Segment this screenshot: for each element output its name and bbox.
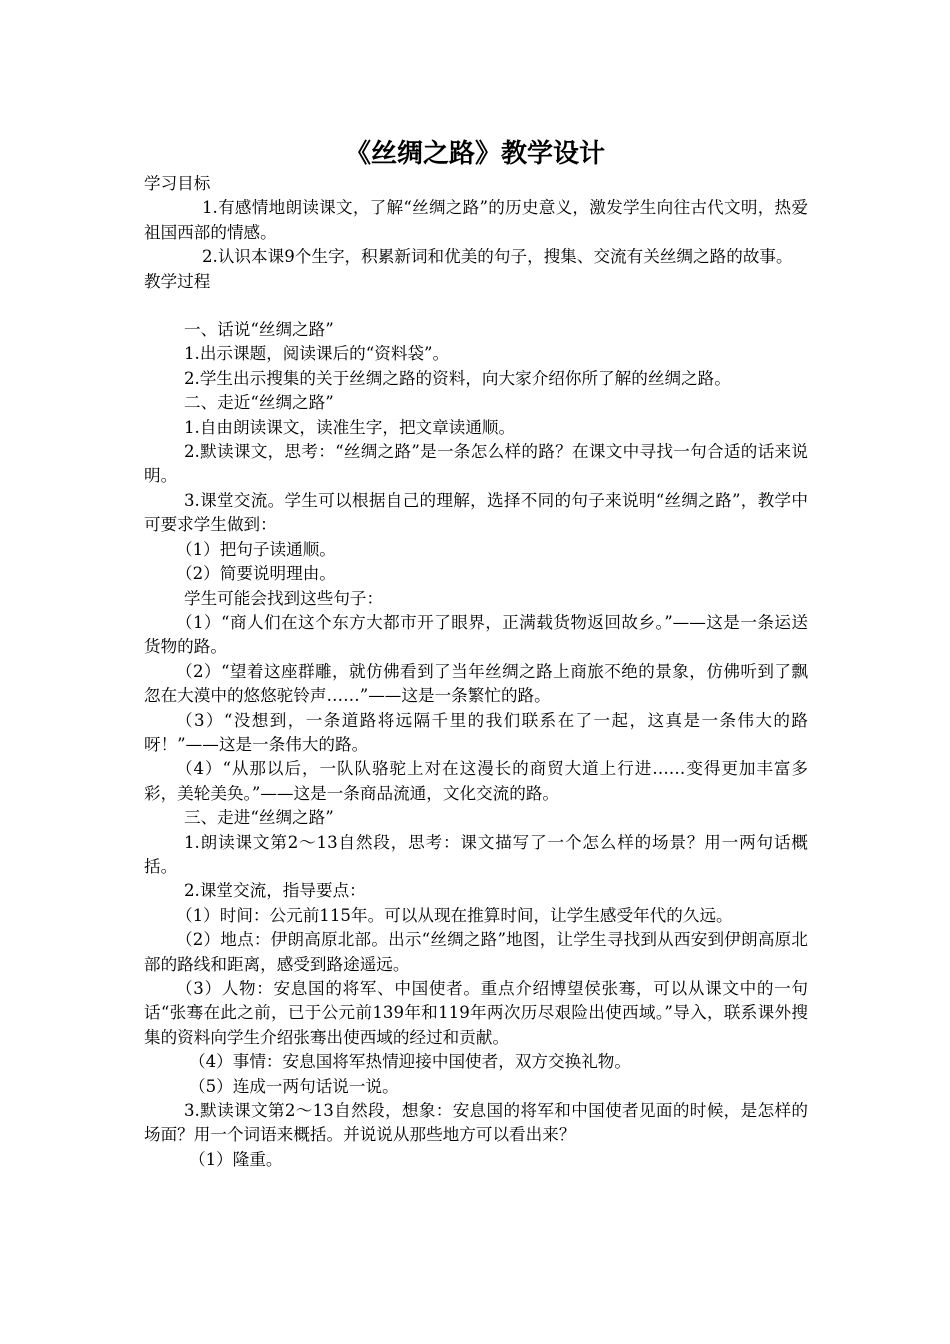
paragraph: 3.课堂交流。学生可以根据自己的理解，选择不同的句子来说明“丝绸之路”，教学中可要求学生做到： bbox=[144, 490, 808, 535]
blank-line bbox=[144, 294, 808, 318]
list-item: （1）时间：公元前115年。可以从现在推算时间，让学生感受年代的久远。 bbox=[176, 905, 733, 925]
paragraph: 2.学生出示搜集的关于丝绸之路的资料，向大家介绍你所了解的丝绸之路。 bbox=[184, 368, 731, 388]
list-item: （3）人物：安息国的将军、中国使者。重点介绍博望侯张骞，可以从课文中的一句话“张骞在此之前，已于公元前139年和119年两次历尽艰险出使西域。”导入，联系课外搜集的资料向学生介绍张骞出使西域的经过和贡献。 bbox=[144, 979, 808, 1047]
list-item: （2）简要说明理由。 bbox=[176, 564, 336, 584]
paragraph: 3.默读课文第2～13自然段，想象：安息国的将军和中国使者见面的时候，是怎样的场面？用一个词语来概括。并说说从那些地方可以看出来？ bbox=[144, 1101, 808, 1145]
paragraph: 1.出示课题，阅读课后的“资料袋”。 bbox=[184, 344, 450, 364]
list-item: （5）连成一两句话说一说。 bbox=[189, 1076, 399, 1096]
paragraph: 2.默读课文，思考：“丝绸之路”是一条怎么样的路？在课文中寻找一句合适的话来说明。 bbox=[144, 442, 808, 486]
section-heading: 一、话说“丝绸之路” bbox=[184, 320, 334, 340]
quote-item: （4）“从那以后，一队队骆驼上对在这漫长的商贸大道上行进……变得更加丰富多彩，美轮美奂。”——这是一条商品流通，文化交流的路。 bbox=[144, 759, 808, 803]
document-title: 《丝绸之路》教学设计 bbox=[344, 139, 605, 169]
paragraph: 学生可能会找到这些句子： bbox=[184, 588, 384, 608]
goals-heading: 学习目标 bbox=[144, 174, 211, 193]
goal-paragraph: 1.有感情地朗读课文，了解“丝绸之路”的历史意义，激发学生向往古代文明，热爱祖国西部的情感。 bbox=[144, 198, 808, 242]
list-item: （4）事情：安息国将军热情迎接中国使者，双方交换礼物。 bbox=[189, 1052, 631, 1072]
paragraph: 1.自由朗读课文，读准生字，把文章读通顺。 bbox=[184, 417, 516, 437]
paragraph: 2.课堂交流，指导要点： bbox=[184, 881, 366, 901]
goal-paragraph: 2.认识本课9个生字，积累新词和优美的句子，搜集、交流有关丝绸之路的故事。 bbox=[202, 247, 793, 267]
quote-item: （1）“商人们在这个东方大都市开了眼界，正满载货物返回故乡。”——这是一条运送货物的路。 bbox=[144, 612, 808, 657]
list-item: （1）隆重。 bbox=[189, 1149, 283, 1169]
document-body bbox=[144, 172, 808, 1172]
list-item: （2）地点：伊朗高原北部。出示“丝绸之路”地图，让学生寻找到从西安到伊朗高原北部的路线和距离，感受到路途遥远。 bbox=[144, 930, 808, 974]
list-item: （1）把句子读通顺。 bbox=[176, 539, 336, 559]
quote-item: （2）“望着这座群雕，就仿佛看到了当年丝绸之路上商旅不绝的景象，仿佛听到了飘忽在大漠中的悠悠驼铃声……”——这是一条繁忙的路。 bbox=[144, 661, 808, 706]
section-heading: 三、走进“丝绸之路” bbox=[184, 808, 334, 828]
quote-item: （3）“没想到，一条道路将远隔千里的我们联系在了一起，这真是一条伟大的路呀！”——这是一条伟大的路。 bbox=[144, 710, 808, 754]
process-heading: 教学过程 bbox=[144, 271, 211, 291]
section-heading: 二、走近“丝绸之路” bbox=[184, 393, 334, 413]
paragraph: 1.朗读课文第2～13自然段，思考：课文描写了一个怎么样的场景？用一两句话概括。 bbox=[144, 832, 808, 876]
